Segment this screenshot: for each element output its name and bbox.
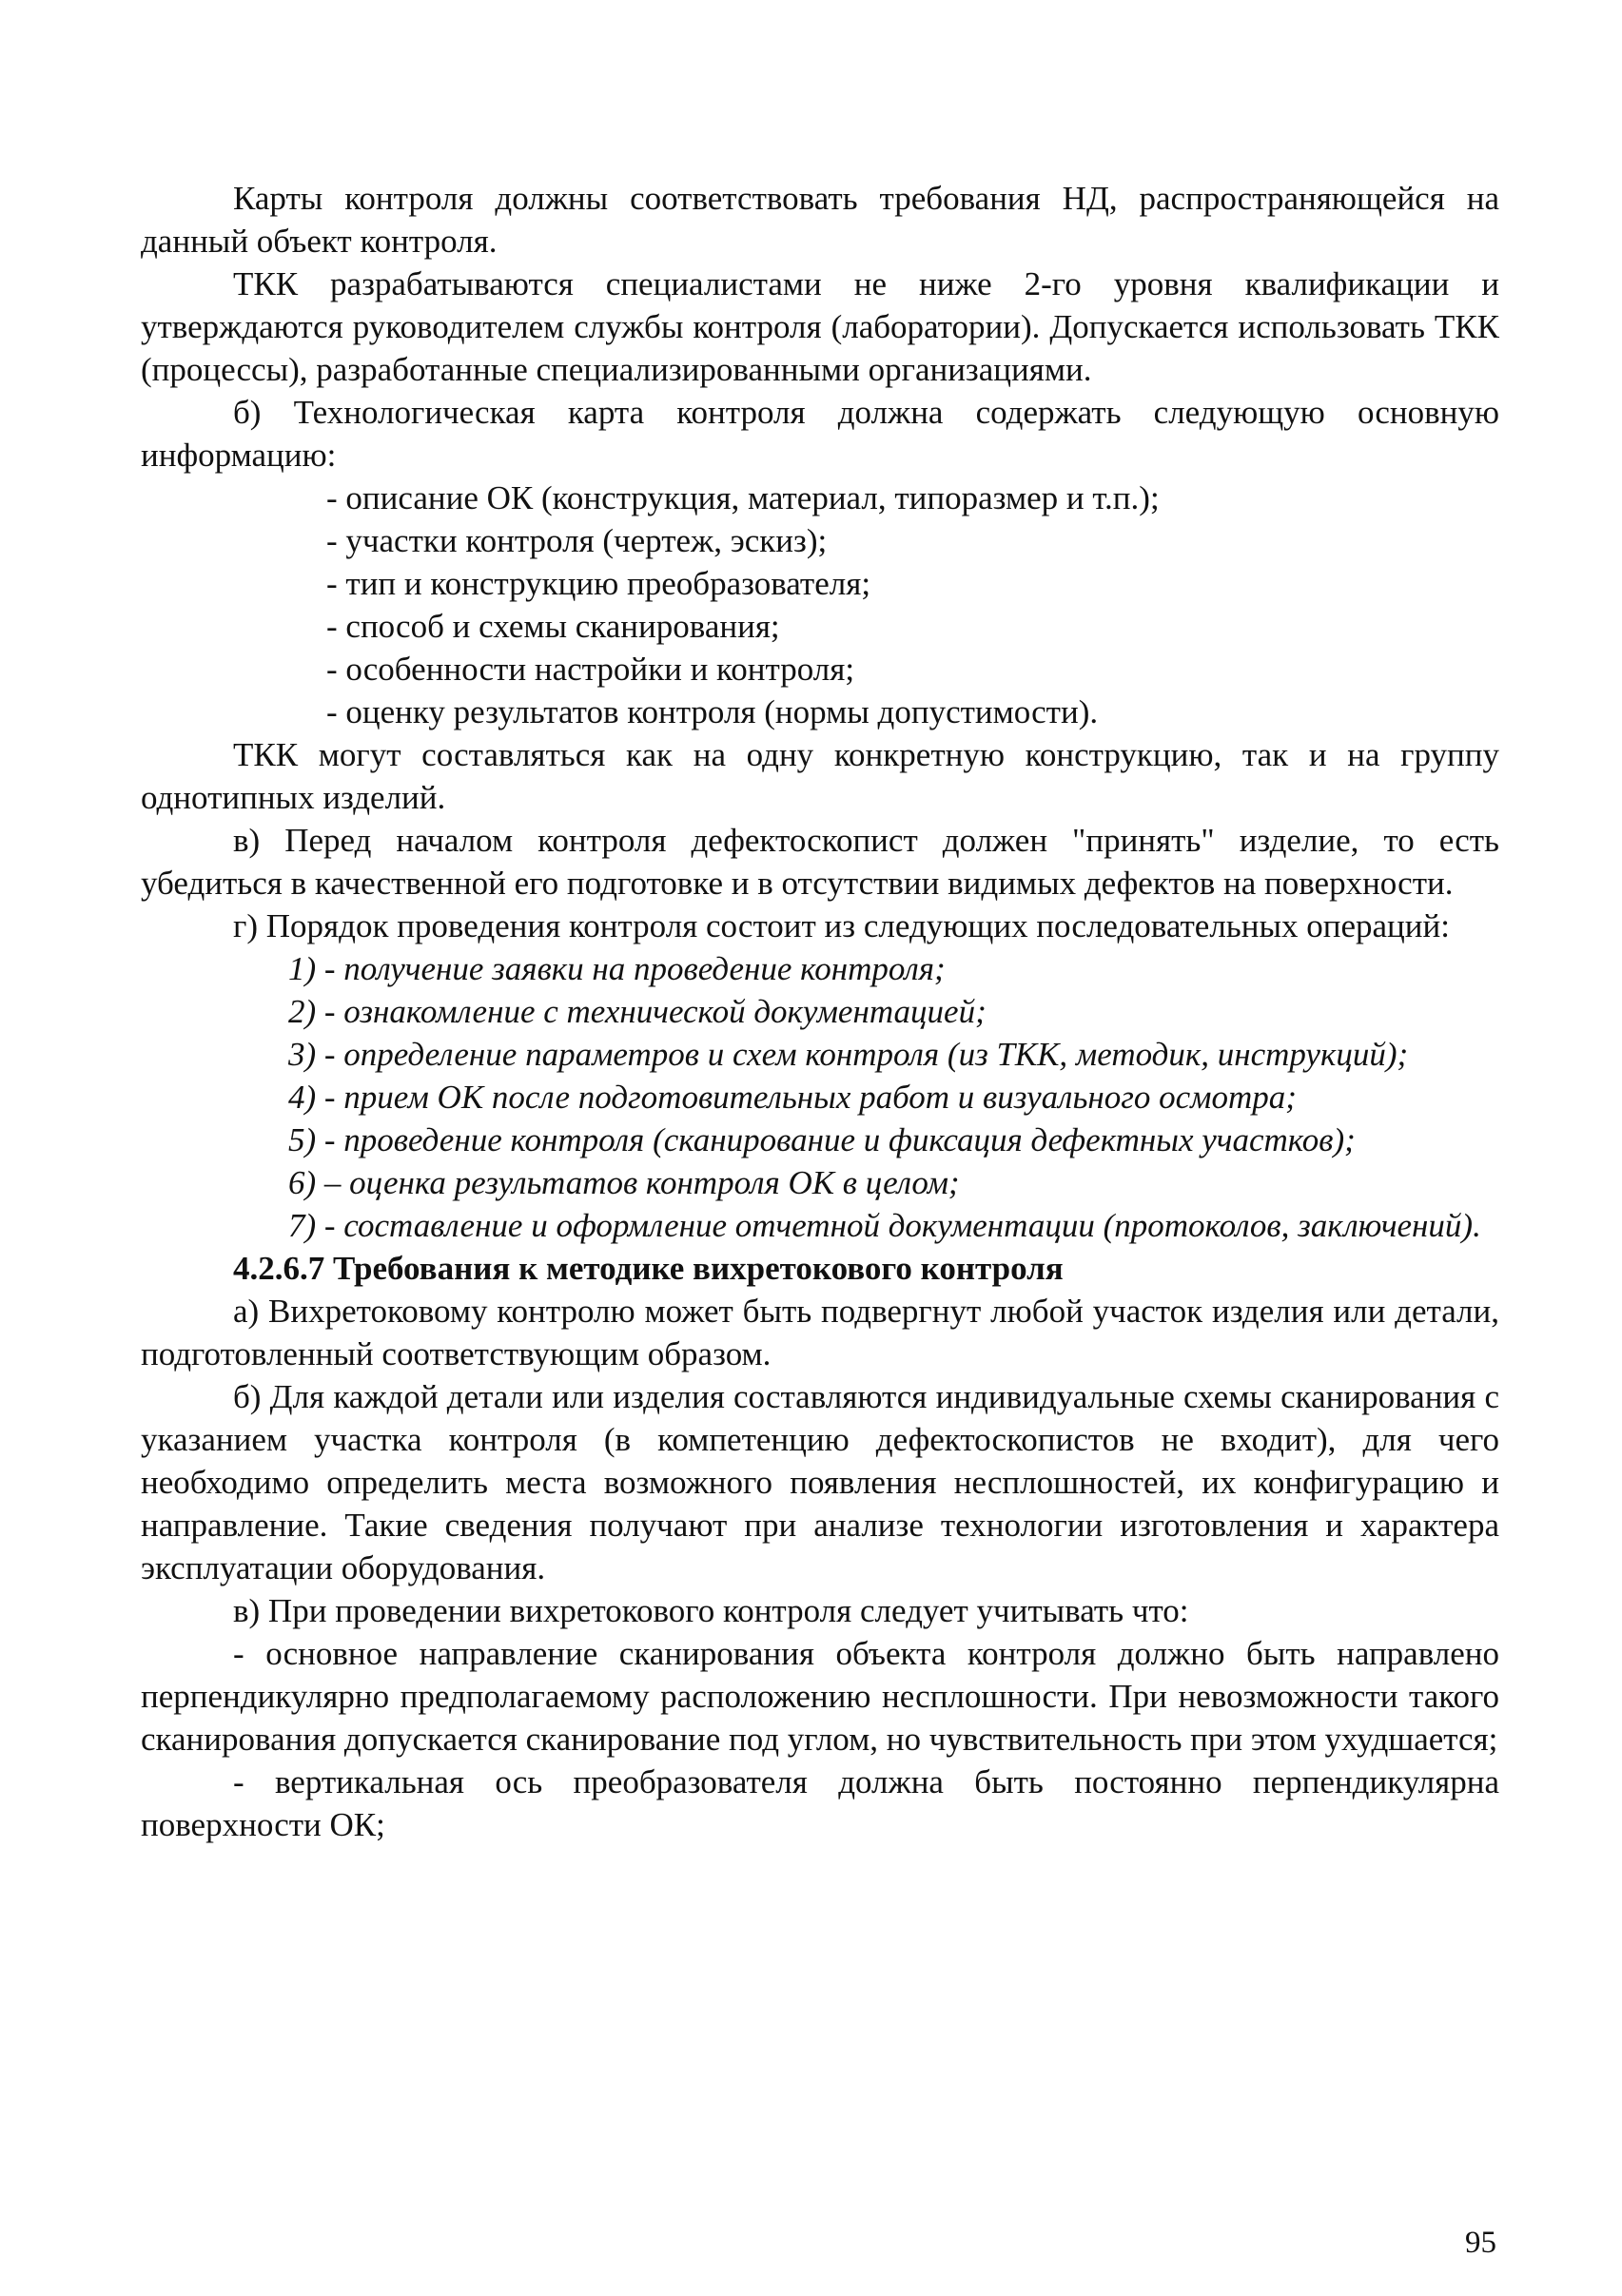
list-item: - участки контроля (чертеж, эскиз); <box>326 522 828 559</box>
operation-item: 3) - определение параметров и схем контроля (из ТКК, методик, инструкций); <box>288 1036 1409 1073</box>
operation-item: 5) - проведение контроля (сканирование и фиксация дефектных участков); <box>288 1121 1356 1158</box>
paragraph-eddy-current-b: б) Для каждой детали или изделия составляются индивидуальные схемы сканирования с указанием участка контроля (в компетенцию дефектоскопистов не входит), для чего необходимо определить места возможного появления несплошностей, их конфигурацию и направление. Такие сведения получают при анализе технологии изготовления и характера эксплуатации оборудования. <box>141 1378 1499 1586</box>
operation-item: 1) - получение заявки на проведение контроля; <box>288 950 946 987</box>
list-item: - способ и схемы сканирования; <box>326 608 780 645</box>
paragraph-eddy-current-c: в) При проведении вихретокового контроля следует учитывать что: <box>233 1592 1189 1629</box>
paragraph-scan-direction: - основное направление сканирования объекта контроля должно быть направлено перпендикулярно предполагаемому расположению несплошности. При невозможности такого сканирования допускается сканирование под углом, но чувствительность при этом ухудшается; <box>141 1635 1499 1758</box>
list-item: - оценку результатов контроля (нормы допустимости). <box>326 693 1099 730</box>
paragraph-control-maps: Карты контроля должны соответствовать требования НД, распространяющейся на данный объект контроля. <box>141 180 1499 260</box>
operation-item: 2) - ознакомление с технической документацией; <box>288 993 987 1030</box>
paragraph-eddy-current-a: а) Вихретоковому контролю может быть подвергнут любой участок изделия или детали, подготовленный соответствующим образом. <box>141 1293 1499 1372</box>
section-heading: 4.2.6.7 Требования к методике вихретокового контроля <box>233 1250 1064 1287</box>
paragraph-tkk-development: ТКК разрабатываются специалистами не ниже 2-го уровня квалификации и утверждаются руководителем службы контроля (лаборатории). Допускается использовать ТКК (процессы), разработанные специализированными организациями. <box>141 265 1499 388</box>
operation-item: 7) - составление и оформление отчетной документации (протоколов, заключений). <box>288 1207 1481 1244</box>
paragraph-tkk-content: б) Технологическая карта контроля должна содержать следующую основную информацию: <box>141 394 1499 474</box>
document-page <box>141 177 1499 1846</box>
paragraph-accept-item: в) Перед началом контроля дефектоскопист должен "принять" изделие, то есть убедиться в качественной его подготовке и в отсутствии видимых дефектов на поверхности. <box>141 822 1499 902</box>
list-item: - тип и конструкцию преобразователя; <box>326 565 871 602</box>
operation-item: 4) - прием ОК после подготовительных работ и визуального осмотра; <box>288 1079 1297 1116</box>
paragraph-probe-axis: - вертикальная ось преобразователя должна быть постоянно перпендикулярна поверхности ОК; <box>141 1763 1499 1843</box>
page-number: 95 <box>1465 2226 1496 2260</box>
operation-item: 6) – оценка результатов контроля ОК в целом; <box>288 1164 960 1201</box>
list-item: - описание ОК (конструкция, материал, типоразмер и т.п.); <box>326 479 1160 516</box>
list-item: - особенности настройки и контроля; <box>326 651 855 688</box>
paragraph-tkk-scope: ТКК могут составляться как на одну конкретную конструкцию, так и на группу однотипных изделий. <box>141 736 1499 816</box>
paragraph-control-procedure: г) Порядок проведения контроля состоит из следующих последовательных операций: <box>233 907 1450 944</box>
